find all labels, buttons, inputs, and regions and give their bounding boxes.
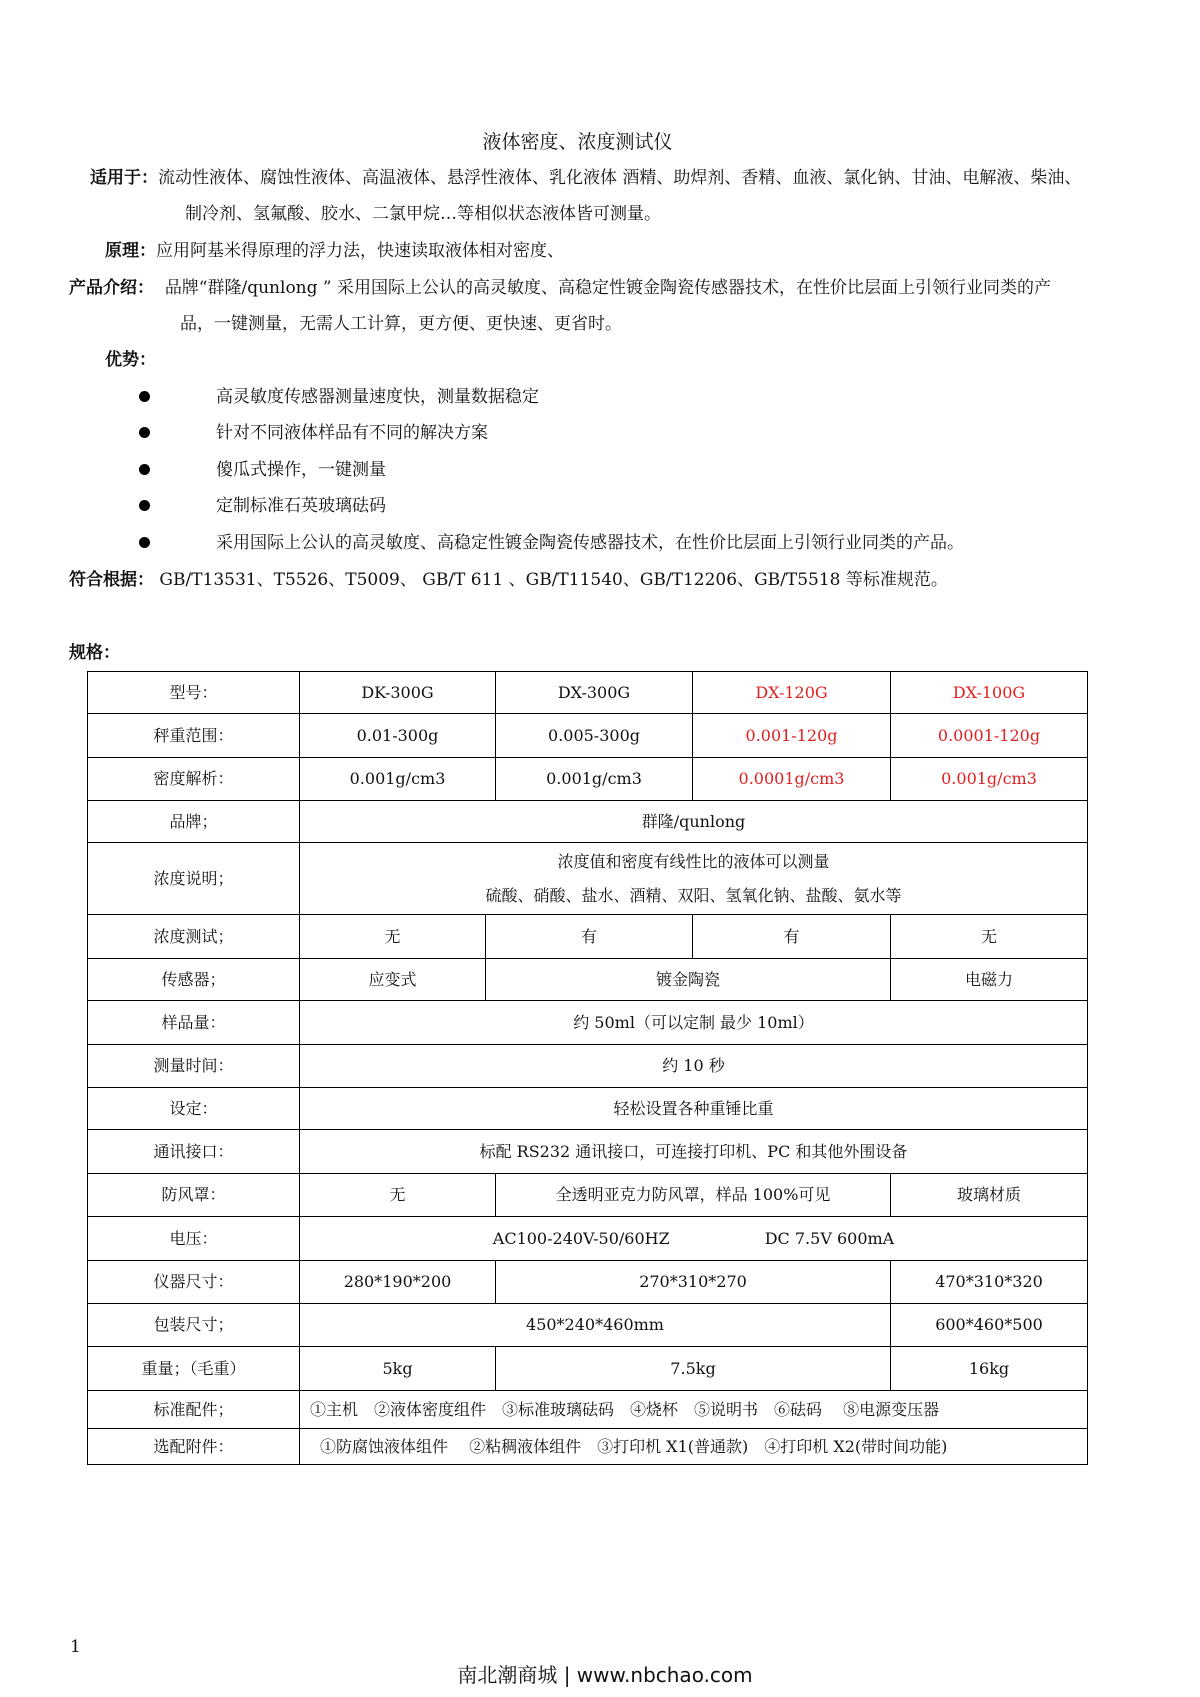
table-cell: 0.001g/cm3: [496, 758, 693, 801]
row-label: 密度解析：: [88, 758, 300, 801]
table-cell: 轻松设置各种重锤比重: [300, 1088, 1088, 1130]
table-row: [88, 915, 1088, 959]
advantage-item: 高灵敏度传感器测量速度快，测量数据稳定: [216, 387, 539, 407]
intro-text: 品牌“群隆/qunlong ” 采用国际上公认的高灵敏度、高稳定性镀金陶瓷传感器技术，在性价比层面上引领行业同类的产: [164, 278, 1052, 298]
conc-desc-line: 硫酸、硝酸、盐水、酒精、双阳、氢氧化钠、盐酸、氨水等: [485, 885, 902, 905]
table-cell: ①防腐蚀液体组件 ②粘稠液体组件 ③打印机 X1(普通款) ④打印机 X2(带时间功能): [300, 1429, 1088, 1465]
bullet-icon: [139, 391, 150, 402]
table-cell: 镀金陶瓷: [486, 959, 891, 1001]
table-cell: 无: [300, 1174, 496, 1217]
applies-text-2: 制冷剂、氢氟酸、胶水、二氯甲烷…等相似状态液体皆可测量。: [185, 204, 661, 224]
row-label: 品牌；: [88, 801, 300, 843]
table-cell: 0.005-300g: [496, 714, 693, 758]
table-cell: 全透明亚克力防风罩，样品 100%可见: [496, 1174, 891, 1217]
advantages-label: 优势：: [105, 350, 156, 370]
table-cell: 电磁力: [891, 959, 1088, 1001]
bullet-icon: [139, 537, 150, 548]
table-cell: 600*460*500: [891, 1304, 1088, 1347]
table-cell: 玻璃材质: [891, 1174, 1088, 1217]
table-cell: 无: [300, 915, 486, 959]
table-row: [88, 672, 1088, 714]
doc-title: 液体密度、浓度测试仪: [482, 131, 673, 153]
table-row: [88, 1347, 1088, 1391]
row-label: 标准配件；: [88, 1391, 300, 1429]
row-label: 秤重范围：: [88, 714, 300, 758]
watermark-footer: 南北潮商城 | www.nbchao.com: [457, 1663, 753, 1687]
row-label: 防风罩：: [88, 1174, 300, 1217]
row-label: 浓度说明；: [88, 843, 300, 915]
bullet-icon: [139, 427, 150, 438]
standards-label: 符合根据：: [69, 570, 154, 590]
table-cell: 0.001g/cm3: [300, 758, 496, 801]
table-cell: 标配 RS232 通讯接口，可连接打印机、PC 和其他外围设备: [300, 1130, 1088, 1174]
row-label: 仪器尺寸：: [88, 1261, 300, 1304]
intro-text-2: 品，一键测量，无需人工计算，更方便、更快速、更省时。: [180, 314, 622, 334]
table-cell: 无: [891, 915, 1088, 959]
table-row: [88, 1304, 1088, 1347]
table-cell: 5kg: [300, 1347, 496, 1391]
table-cell: 有: [693, 915, 891, 959]
intro-line: [69, 277, 1051, 299]
advantage-item: 针对不同液体样品有不同的解决方案: [216, 423, 488, 443]
row-label: 包装尺寸；: [88, 1304, 300, 1347]
intro-label: 产品介绍：: [69, 278, 154, 298]
table-cell: 群隆/qunlong: [300, 801, 1088, 843]
page-number: 1: [70, 1637, 81, 1657]
table-cell: 应变式: [300, 959, 486, 1001]
applies-text: 流动性液体、腐蚀性液体、高温液体、悬浮性液体、乳化液体 酒精、助焊剂、香精、血液、氯化钠、甘油、电解液、柴油、: [158, 168, 1082, 188]
table-cell: 0.01-300g: [300, 714, 496, 758]
row-label: 传感器；: [88, 959, 300, 1001]
table-row: [88, 1261, 1088, 1304]
applies-label: 适用于：: [90, 168, 158, 188]
voltage-ac: AC100-240V-50/60HZ: [492, 1228, 670, 1248]
row-label: 设定：: [88, 1088, 300, 1130]
table-row: [88, 1217, 1088, 1261]
table-row: [88, 1001, 1088, 1045]
row-label: 电压：: [88, 1217, 300, 1261]
advantage-item: 定制标准石英玻璃砝码: [216, 496, 386, 516]
table-cell: 16kg: [891, 1347, 1088, 1391]
table-cell: [300, 1217, 1088, 1261]
principle-label: 原理：: [105, 241, 156, 261]
applies-line: [90, 167, 1081, 189]
table-cell: [300, 843, 1088, 915]
table-cell: 0.001-120g: [693, 714, 891, 758]
table-cell: 0.0001g/cm3: [693, 758, 891, 801]
table-cell: ①主机 ②液体密度组件 ③标准玻璃砝码 ④烧杯 ⑤说明书 ⑥砝码 ⑧电源变压器: [300, 1391, 1088, 1429]
row-label: 选配附件：: [88, 1429, 300, 1465]
table-cell: 7.5kg: [496, 1347, 891, 1391]
row-label: 重量；（毛重）: [88, 1347, 300, 1391]
voltage-dc: DC 7.5V 600mA: [764, 1228, 895, 1248]
table-row: [88, 1088, 1088, 1130]
row-label: 样品量：: [88, 1001, 300, 1045]
table-cell: DX-300G: [496, 672, 693, 714]
table-row: [88, 1045, 1088, 1088]
table-cell: DK-300G: [300, 672, 496, 714]
table-cell: 280*190*200: [300, 1261, 496, 1304]
table-row: [88, 959, 1088, 1001]
advantage-item: 采用国际上公认的高灵敏度、高稳定性镀金陶瓷传感器技术，在性价比层面上引领行业同类的产品。: [216, 533, 964, 553]
table-cell: 约 10 秒: [300, 1045, 1088, 1088]
table-cell: 有: [486, 915, 693, 959]
bullet-icon: [139, 464, 150, 475]
table-cell: 270*310*270: [496, 1261, 891, 1304]
row-label: 测量时间：: [88, 1045, 300, 1088]
principle-text: 应用阿基米得原理的浮力法，快速读取液体相对密度、: [156, 241, 564, 261]
table-row: [88, 843, 1088, 915]
table-cell: 约 50ml（可以定制 最少 10ml）: [300, 1001, 1088, 1045]
spec-table: [87, 671, 1088, 1465]
conc-desc-line: 浓度值和密度有线性比的液体可以测量: [557, 851, 830, 871]
table-row: [88, 1174, 1088, 1217]
standards-line: [69, 569, 948, 591]
row-label: 通讯接口：: [88, 1130, 300, 1174]
advantage-item: 傻瓜式操作，一键测量: [216, 460, 386, 480]
table-cell: 470*310*320: [891, 1261, 1088, 1304]
table-cell: 0.001g/cm3: [891, 758, 1088, 801]
table-row: [88, 1429, 1088, 1465]
table-row: [88, 714, 1088, 758]
principle-line: [105, 240, 564, 262]
standards-text: GB/T13531、T5526、T5009、 GB/T 611 、GB/T11540、GB/T12206、GB/T5518 等标准规范。: [159, 570, 948, 590]
table-row: [88, 801, 1088, 843]
spec-label: 规格：: [69, 643, 120, 663]
row-label: 浓度测试；: [88, 915, 300, 959]
table-row: [88, 1130, 1088, 1174]
table-row: [88, 1391, 1088, 1429]
row-label: 型号：: [88, 672, 300, 714]
table-cell: DX-100G: [891, 672, 1088, 714]
table-cell: 450*240*460mm: [300, 1304, 891, 1347]
table-cell: DX-120G: [693, 672, 891, 714]
table-row: [88, 758, 1088, 801]
table-cell: 0.0001-120g: [891, 714, 1088, 758]
bullet-icon: [139, 500, 150, 511]
